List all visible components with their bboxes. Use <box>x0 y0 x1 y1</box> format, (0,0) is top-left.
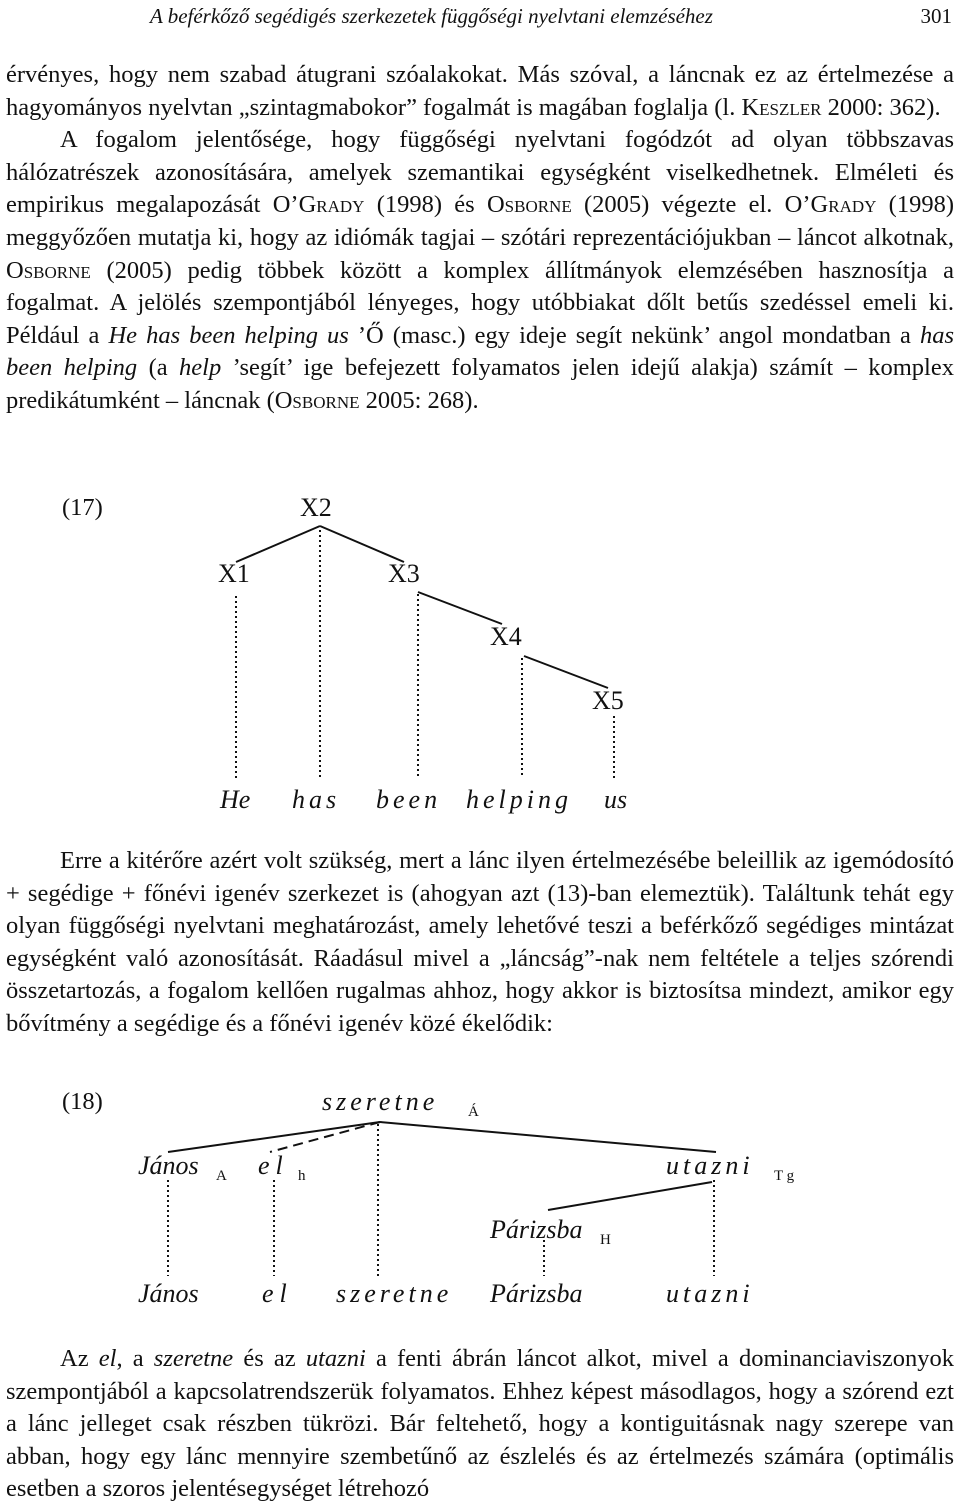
node-szeretne-label: Á <box>468 1104 479 1120</box>
word-been: been <box>376 785 442 814</box>
word-el: el <box>262 1279 293 1308</box>
edge-szeretne-janos <box>168 1122 380 1152</box>
paragraph-2: Erre a kitérőre azért volt szükség, mert a lánc ilyen értelmezésébe beleillik az igemódosító + segédige + főnévi igenév szerkezet is (ahogyan azt (13)-ban elemeztük). Találtunk tehát egy olyan függőségi nyelvtani meghatározást, amely lehetővé teszi a beférkőző segédiges mintázat egységként való azonosítását. Ráadásul mivel a „láncság”-nak nem feltétele a teljes szórendi összetartozás, a fogalom kellően rugalmas ahhoz, hogy akkor is biztosítsa mindezt, amikor egy bővítmény a segédige és a főnévi igenév közé ékelődik: <box>6 847 954 1037</box>
node-x5: X5 <box>592 686 624 715</box>
edge-x3-x4 <box>418 592 502 624</box>
node-x3: X3 <box>388 559 420 588</box>
edge-utazni-parizsba <box>548 1182 712 1210</box>
node-el-label: h <box>298 1168 306 1184</box>
example-17-tree <box>0 480 960 820</box>
node-el: el <box>258 1151 289 1180</box>
page-number: 301 <box>920 4 952 28</box>
node-x2: X2 <box>300 493 332 522</box>
word-janos: János <box>138 1279 199 1308</box>
word-parizsba: Párizsba <box>490 1279 583 1308</box>
node-parizsba: Párizsba <box>490 1215 583 1244</box>
running-header <box>0 0 960 42</box>
word-utazni: utazni <box>666 1279 754 1308</box>
running-title: A beférkőző segédigés szerkezetek függőségi nyelvtani elemzéséhez <box>150 4 713 28</box>
paragraph-1: érvényes, hogy nem szabad átugrani szóalakokat. Más szóval, a láncnak ez az értelmezése a hagyományos nyelvtan „szintagmabokor” fogalmát is magában foglalja (l. Keszler 2000: 362). A fogalom jelentősége, hogy függőségi nyelvtani fogódzót ad olyan többszavas hálózatrészek azonosítására, amelyek szemantikai egységként viselkedhetnek. Elméleti és empirikus megalapozását O’Grady (1998) és Osborne (2005) végezte el. O’Grady (1998) meggyőzően mutatja ki, hogy az idiómák tagjai – szótári reprezentációjukban – láncot alkotnak, Osborne (2005) pedig többek között a komplex állítmányok elemzésében hasznosítja a fogalmat. A jelölés szempontjából lényeges, hogy utóbbiakat dőlt betűs szedéssel emeli ki. Például a He has been helping us ’Ő (masc.) egy ideje segít nekünk’ angol mondatban a has been helping (a help ’segít’ ige befejezett folyamatos jelen idejű alakja) számít – komplex predikátumként – láncnak (Osborne 2005: 268). <box>6 61 954 414</box>
node-janos: János <box>138 1151 199 1180</box>
word-us: us <box>604 785 628 814</box>
node-parizsba-label: H <box>600 1232 611 1248</box>
node-utazni-label: T g <box>774 1168 795 1184</box>
node-x4: X4 <box>490 622 522 651</box>
word-has: has <box>292 785 341 814</box>
edge-x2-x1 <box>236 526 320 562</box>
word-he: He <box>220 785 251 814</box>
word-szeretne: szeretne <box>336 1279 453 1308</box>
example-18-number: (18) <box>62 1088 103 1115</box>
node-szeretne: szeretne <box>322 1087 439 1116</box>
node-utazni: utazni <box>666 1151 754 1180</box>
word-helping: helping <box>466 785 572 814</box>
node-janos-label: A <box>216 1168 227 1184</box>
paragraph-3: Az el, a szeretne és az utazni a fenti ábrán láncot alkot, mivel a dominanciaviszonyok szempontjából a kapcsolatrendszerük folyamatos. Ehhez képest másodlagos, hogy a szórend ezt a lánc jelleget csak részben tükrözi. Bár feltehető, hogy a kontiguitásnak nagy szerepe van abban, hogy egy lánc mennyire szembetűnő az észlelés és az értelmezés számára (optimális esetben a szoros jelentésegységet létrehozó <box>6 1345 954 1503</box>
example-18-tree <box>0 1080 960 1320</box>
node-x1: X1 <box>218 559 250 588</box>
edge-x2-x3 <box>320 526 404 562</box>
edge-szeretne-el <box>270 1122 380 1152</box>
edge-szeretne-utazni <box>380 1122 716 1152</box>
edge-x4-x5 <box>524 656 608 688</box>
example-17-number: (17) <box>62 494 103 521</box>
